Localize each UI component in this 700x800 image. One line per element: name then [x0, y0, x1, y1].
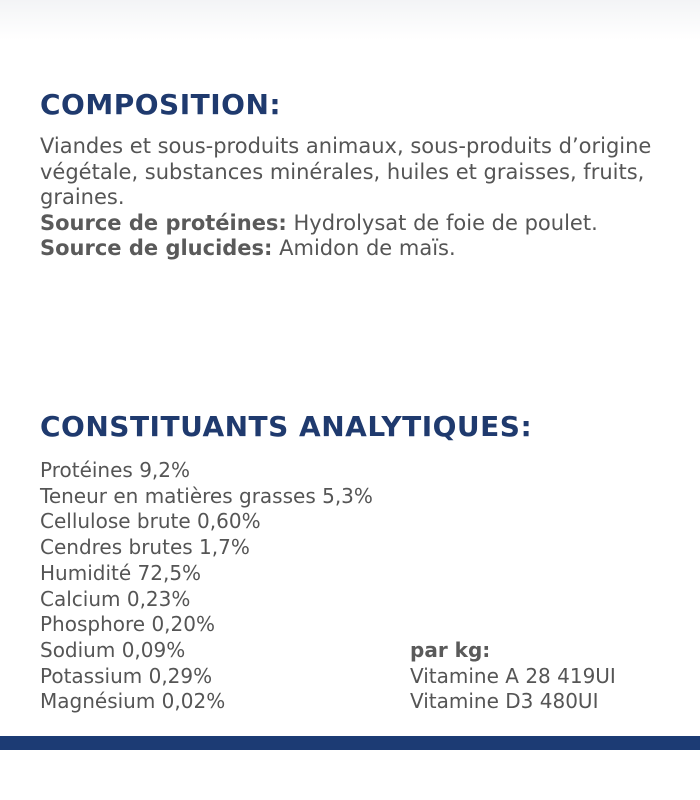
analytical-item: Cendres brutes 1,7% — [40, 535, 250, 560]
composition-heading: COMPOSITION: — [40, 88, 282, 121]
protein-source-label: Source de protéines: — [40, 210, 287, 235]
analytical-item: Protéines 9,2% — [40, 458, 190, 482]
analytical-item: Potassium 0,29% — [40, 663, 213, 688]
vitamins-title: par kg: — [410, 638, 491, 662]
analytical-list — [40, 458, 373, 715]
ingredients-text: Viandes et sous-produits animaux, sous-produits d’origine végétale, substances minérales, huiles et graisses, fruits, graines. — [40, 134, 652, 209]
analytical-item: Teneur en matières grasses 5,3% — [40, 483, 373, 508]
vitamins-list — [410, 664, 616, 715]
analytical-item: Calcium 0,23% — [40, 586, 191, 611]
bottom-accent-bar — [0, 736, 700, 750]
analytical-item: Magnésium 0,02% — [40, 689, 226, 714]
carb-source-value: Amidon de maïs. — [272, 236, 456, 260]
carb-source-line — [40, 236, 680, 262]
vitamins-block — [410, 638, 616, 715]
vitamin-item: Vitamine D3 480UI — [410, 689, 599, 714]
analytical-item: Phosphore 0,20% — [40, 612, 215, 637]
protein-source-value: Hydrolysat de foie de poulet. — [286, 210, 598, 235]
carb-source-label: Source de glucides: — [40, 236, 273, 260]
vitamin-item: Vitamine A 28 419UI — [410, 663, 616, 688]
analytical-heading: CONSTITUANTS ANALYTIQUES: — [40, 410, 533, 443]
top-gradient-band — [0, 0, 700, 40]
composition-text — [40, 134, 680, 262]
analytical-item: Sodium 0,09% — [40, 637, 186, 662]
analytical-item: Humidité 72,5% — [40, 560, 202, 585]
analytical-item: Cellulose brute 0,60% — [40, 509, 261, 534]
protein-source-line — [40, 211, 680, 237]
